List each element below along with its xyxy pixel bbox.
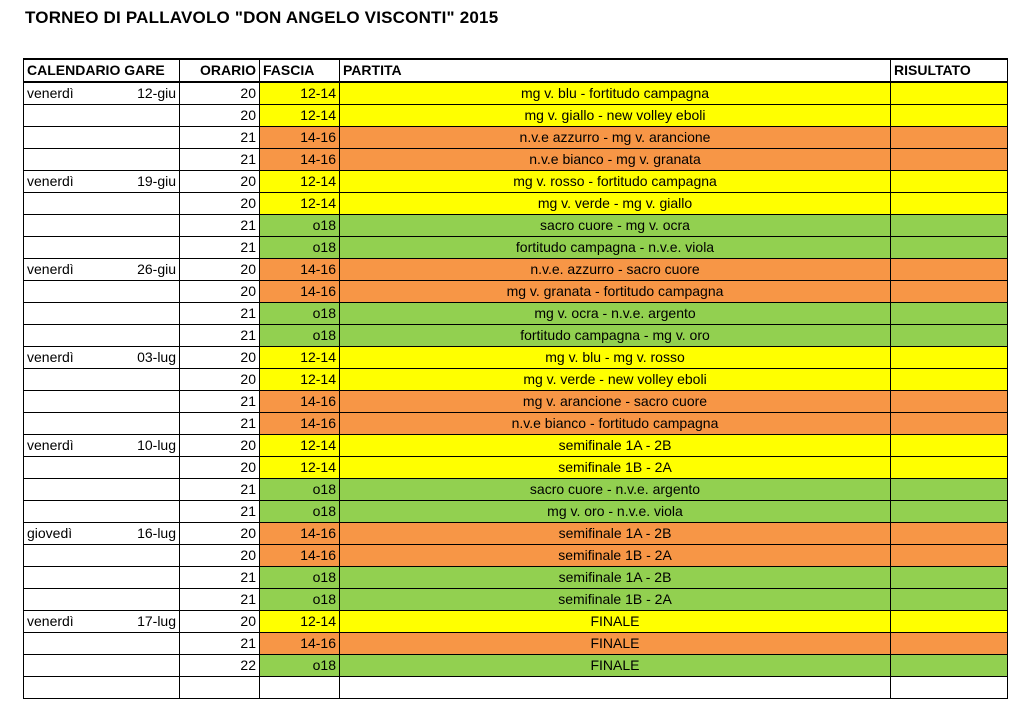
day-cell: venerdì: [24, 611, 104, 633]
partita-cell: mg v. oro - n.v.e. viola: [340, 501, 891, 523]
day-cell: [24, 215, 104, 237]
risultato-cell: [891, 435, 1008, 457]
date-cell: 26-giu: [104, 259, 180, 281]
date-cell: [104, 589, 180, 611]
orario-cell: 21: [180, 303, 260, 325]
table-row: [24, 215, 1008, 237]
date-cell: [104, 193, 180, 215]
partita-cell: semifinale 1A - 2B: [340, 567, 891, 589]
partita-cell: fortitudo campagna - mg v. oro: [340, 325, 891, 347]
fascia-cell: 12-14: [260, 457, 340, 479]
day-cell: venerdì: [24, 435, 104, 457]
risultato-cell: [891, 303, 1008, 325]
risultato-cell: [891, 545, 1008, 567]
partita-cell: sacro cuore - n.v.e. argento: [340, 479, 891, 501]
fascia-cell: 12-14: [260, 347, 340, 369]
risultato-cell: [891, 215, 1008, 237]
orario-cell: 20: [180, 171, 260, 193]
partita-cell: n.v.e bianco - mg v. granata: [340, 149, 891, 171]
table-row: [24, 259, 1008, 281]
day-cell: [24, 303, 104, 325]
date-cell: [104, 545, 180, 567]
day-cell: [24, 589, 104, 611]
day-cell: [24, 237, 104, 259]
day-cell: [24, 369, 104, 391]
table-row: [24, 633, 1008, 655]
date-cell: 17-lug: [104, 611, 180, 633]
header-fascia: FASCIA: [260, 59, 340, 82]
date-cell: 03-lug: [104, 347, 180, 369]
orario-cell: 22: [180, 655, 260, 677]
risultato-cell: [891, 501, 1008, 523]
table-row: [24, 369, 1008, 391]
orario-cell: 21: [180, 413, 260, 435]
fascia-cell: o18: [260, 655, 340, 677]
risultato-cell: [891, 149, 1008, 171]
fascia-cell: 14-16: [260, 391, 340, 413]
day-cell: venerdì: [24, 259, 104, 281]
partita-cell: mg v. verde - new volley eboli: [340, 369, 891, 391]
date-cell: 10-lug: [104, 435, 180, 457]
date-cell: [104, 567, 180, 589]
orario-cell: 20: [180, 435, 260, 457]
risultato-cell: [891, 82, 1008, 105]
risultato-cell: [891, 523, 1008, 545]
table-row: [24, 303, 1008, 325]
day-cell: [24, 655, 104, 677]
risultato-cell: [891, 347, 1008, 369]
day-cell: [24, 501, 104, 523]
table-row: [24, 589, 1008, 611]
orario-cell: 20: [180, 281, 260, 303]
risultato-cell: [891, 611, 1008, 633]
day-cell: [24, 281, 104, 303]
risultato-cell: [891, 391, 1008, 413]
partita-cell: n.v.e azzurro - mg v. arancione: [340, 127, 891, 149]
orario-cell: 21: [180, 391, 260, 413]
day-cell: [24, 193, 104, 215]
orario-cell: 20: [180, 82, 260, 105]
risultato-cell: [891, 413, 1008, 435]
partita-cell: FINALE: [340, 611, 891, 633]
fascia-cell: [260, 677, 340, 699]
day-cell: venerdì: [24, 171, 104, 193]
fascia-cell: 12-14: [260, 435, 340, 457]
partita-cell: mg v. ocra - n.v.e. argento: [340, 303, 891, 325]
date-cell: [104, 215, 180, 237]
table-row: [24, 237, 1008, 259]
orario-cell: 21: [180, 215, 260, 237]
date-cell: [104, 281, 180, 303]
date-cell: [104, 633, 180, 655]
partita-cell: fortitudo campagna - n.v.e. viola: [340, 237, 891, 259]
partita-cell: mg v. granata - fortitudo campagna: [340, 281, 891, 303]
date-cell: [104, 237, 180, 259]
date-cell: [104, 369, 180, 391]
orario-cell: 20: [180, 523, 260, 545]
table-row: [24, 413, 1008, 435]
risultato-cell: [891, 589, 1008, 611]
risultato-cell: [891, 281, 1008, 303]
fascia-cell: 14-16: [260, 127, 340, 149]
day-cell: [24, 127, 104, 149]
day-cell: [24, 545, 104, 567]
risultato-cell: [891, 677, 1008, 699]
date-cell: [104, 677, 180, 699]
fascia-cell: 12-14: [260, 82, 340, 105]
table-row: [24, 105, 1008, 127]
fascia-cell: o18: [260, 237, 340, 259]
table-row: [24, 501, 1008, 523]
fascia-cell: o18: [260, 479, 340, 501]
fascia-cell: 14-16: [260, 545, 340, 567]
orario-cell: 21: [180, 127, 260, 149]
orario-cell: 20: [180, 259, 260, 281]
risultato-cell: [891, 655, 1008, 677]
date-cell: [104, 127, 180, 149]
day-cell: [24, 105, 104, 127]
risultato-cell: [891, 633, 1008, 655]
orario-cell: 21: [180, 479, 260, 501]
table-row: [24, 391, 1008, 413]
orario-cell: 21: [180, 633, 260, 655]
partita-cell: mg v. blu - mg v. rosso: [340, 347, 891, 369]
orario-cell: 20: [180, 457, 260, 479]
fascia-cell: 12-14: [260, 171, 340, 193]
partita-cell: semifinale 1B - 2A: [340, 589, 891, 611]
fascia-cell: o18: [260, 567, 340, 589]
table-row: [24, 347, 1008, 369]
orario-cell: 21: [180, 589, 260, 611]
risultato-cell: [891, 237, 1008, 259]
orario-cell: 20: [180, 545, 260, 567]
risultato-cell: [891, 457, 1008, 479]
day-cell: [24, 677, 104, 699]
table-row: [24, 655, 1008, 677]
table-row: [24, 523, 1008, 545]
day-cell: [24, 479, 104, 501]
table-row: [24, 677, 1008, 699]
table-row: [24, 82, 1008, 105]
day-cell: [24, 567, 104, 589]
fascia-cell: 12-14: [260, 611, 340, 633]
risultato-cell: [891, 105, 1008, 127]
page-title: TORNEO DI PALLAVOLO "DON ANGELO VISCONTI" 2015: [25, 8, 499, 27]
table-row: [24, 281, 1008, 303]
table-row: [24, 457, 1008, 479]
table-row: [24, 193, 1008, 215]
table-row: [24, 171, 1008, 193]
partita-cell: mg v. arancione - sacro cuore: [340, 391, 891, 413]
fascia-cell: 14-16: [260, 413, 340, 435]
partita-cell: mg v. giallo - new volley eboli: [340, 105, 891, 127]
orario-cell: [180, 677, 260, 699]
table-row: [24, 545, 1008, 567]
partita-cell: semifinale 1B - 2A: [340, 545, 891, 567]
header-calendario-gare: CALENDARIO GARE: [24, 59, 180, 82]
fascia-cell: o18: [260, 215, 340, 237]
fascia-cell: 14-16: [260, 281, 340, 303]
partita-cell: FINALE: [340, 633, 891, 655]
partita-cell: semifinale 1B - 2A: [340, 457, 891, 479]
date-cell: [104, 391, 180, 413]
table-row: [24, 567, 1008, 589]
partita-cell: [340, 677, 891, 699]
day-cell: [24, 633, 104, 655]
schedule-table: [23, 58, 1008, 699]
partita-cell: semifinale 1A - 2B: [340, 523, 891, 545]
table-row: [24, 611, 1008, 633]
date-cell: [104, 303, 180, 325]
header-orario: ORARIO: [180, 59, 260, 82]
date-cell: [104, 149, 180, 171]
partita-cell: mg v. blu - fortitudo campagna: [340, 82, 891, 105]
partita-cell: mg v. verde - mg v. giallo: [340, 193, 891, 215]
partita-cell: sacro cuore - mg v. ocra: [340, 215, 891, 237]
partita-cell: FINALE: [340, 655, 891, 677]
fascia-cell: 14-16: [260, 633, 340, 655]
risultato-cell: [891, 193, 1008, 215]
partita-cell: mg v. rosso - fortitudo campagna: [340, 171, 891, 193]
header-partita: PARTITA: [340, 59, 891, 82]
day-cell: [24, 391, 104, 413]
risultato-cell: [891, 567, 1008, 589]
risultato-cell: [891, 325, 1008, 347]
header-risultato: RISULTATO: [891, 59, 1008, 82]
risultato-cell: [891, 259, 1008, 281]
table-row: [24, 435, 1008, 457]
table-row: [24, 127, 1008, 149]
day-cell: [24, 413, 104, 435]
risultato-cell: [891, 127, 1008, 149]
date-cell: [104, 655, 180, 677]
risultato-cell: [891, 479, 1008, 501]
orario-cell: 20: [180, 105, 260, 127]
risultato-cell: [891, 369, 1008, 391]
fascia-cell: 12-14: [260, 105, 340, 127]
orario-cell: 20: [180, 611, 260, 633]
partita-cell: semifinale 1A - 2B: [340, 435, 891, 457]
date-cell: [104, 457, 180, 479]
fascia-cell: 12-14: [260, 193, 340, 215]
orario-cell: 20: [180, 369, 260, 391]
date-cell: 16-lug: [104, 523, 180, 545]
fascia-cell: o18: [260, 589, 340, 611]
orario-cell: 20: [180, 193, 260, 215]
header-row: [24, 59, 1008, 82]
day-cell: giovedì: [24, 523, 104, 545]
orario-cell: 21: [180, 567, 260, 589]
date-cell: [104, 501, 180, 523]
day-cell: [24, 149, 104, 171]
table-row: [24, 325, 1008, 347]
date-cell: [104, 413, 180, 435]
orario-cell: 21: [180, 149, 260, 171]
fascia-cell: o18: [260, 325, 340, 347]
fascia-cell: o18: [260, 303, 340, 325]
fascia-cell: o18: [260, 501, 340, 523]
date-cell: [104, 105, 180, 127]
orario-cell: 21: [180, 501, 260, 523]
date-cell: 19-giu: [104, 171, 180, 193]
fascia-cell: 12-14: [260, 369, 340, 391]
date-cell: [104, 325, 180, 347]
fascia-cell: 14-16: [260, 523, 340, 545]
partita-cell: n.v.e. azzurro - sacro cuore: [340, 259, 891, 281]
orario-cell: 20: [180, 347, 260, 369]
orario-cell: 21: [180, 237, 260, 259]
fascia-cell: 14-16: [260, 259, 340, 281]
date-cell: [104, 479, 180, 501]
risultato-cell: [891, 171, 1008, 193]
date-cell: 12-giu: [104, 82, 180, 105]
orario-cell: 21: [180, 325, 260, 347]
fascia-cell: 14-16: [260, 149, 340, 171]
table-row: [24, 479, 1008, 501]
table-row: [24, 149, 1008, 171]
day-cell: [24, 325, 104, 347]
day-cell: venerdì: [24, 82, 104, 105]
day-cell: venerdì: [24, 347, 104, 369]
day-cell: [24, 457, 104, 479]
partita-cell: n.v.e bianco - fortitudo campagna: [340, 413, 891, 435]
